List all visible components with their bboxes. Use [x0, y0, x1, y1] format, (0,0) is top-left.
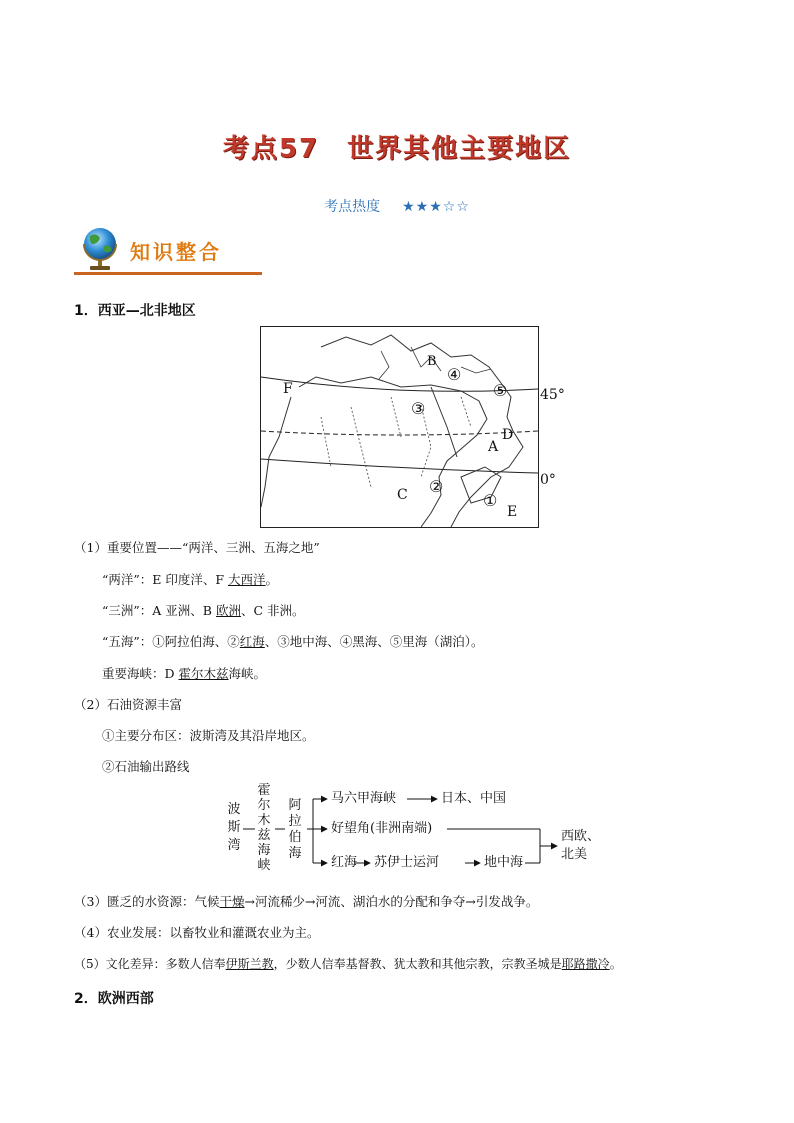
- p2-route-label: ②石油输出路线: [102, 759, 190, 774]
- p1-seas-post: 、③地中海、④黑海、⑤里海（湖泊）。: [264, 634, 484, 649]
- p1-heading: （1）重要位置——“两洋、三洲、五海之地”: [74, 540, 320, 555]
- flow-route1-strait: 马六甲海峡: [331, 791, 397, 806]
- flow-route2-cape: 好望角(非洲南端): [331, 821, 433, 836]
- p1-strait-pre: 重要海峡：D: [102, 666, 179, 681]
- heat-rating: [0, 196, 794, 216]
- flow-sea: [286, 798, 304, 862]
- map-number-5: ⑤: [493, 381, 508, 400]
- p1-oceans-pre: “两洋”：E 印度洋、F: [102, 572, 229, 587]
- map-label-D: D: [502, 427, 514, 443]
- region-map: [260, 326, 539, 528]
- p3-pre: （3）匮乏的水资源：气候: [74, 894, 220, 909]
- map-number-3: ③: [411, 399, 426, 418]
- p5-mid: ，少数人信奉基督教、犹太教和其他宗教，宗教圣城是: [273, 957, 562, 971]
- p5-pre: （5）文化差异：多数人信奉: [74, 957, 226, 971]
- heat-stars: ★★★☆☆: [402, 199, 470, 215]
- flow-origin: [225, 801, 243, 855]
- heat-label: 考点热度: [324, 199, 381, 215]
- p1-strait-post: 海峡。: [228, 666, 267, 681]
- p1-oceans-answer: 大西洋: [228, 572, 266, 587]
- flow-strait-char: 尔: [257, 798, 271, 813]
- section-heading-1: 1．西亚—北非地区: [74, 303, 196, 319]
- section-heading-2: 2．欧洲西部: [74, 991, 154, 1007]
- p1-strait-answer: 霍尔木兹: [178, 666, 229, 681]
- flow-route3-med: 地中海: [484, 855, 524, 870]
- flow-strait-char: 海: [257, 843, 271, 858]
- p3-answer: 干燥: [219, 894, 245, 909]
- p1-oceans: [102, 572, 278, 588]
- flow-origin-char: 波: [227, 802, 241, 817]
- flow-strait-char: 木: [257, 813, 271, 828]
- flow-strait-char: 兹: [257, 828, 271, 843]
- banner-title: 知识整合: [130, 240, 222, 264]
- p1-seas: [102, 634, 484, 650]
- banner-underline: [74, 272, 262, 275]
- p5-answer-religion: 伊斯兰教: [225, 957, 274, 971]
- flow-strait-char: 峡: [257, 858, 271, 873]
- flow-sea-char: 阿: [288, 798, 302, 813]
- p1-continents-pre: “三洲”：A 亚洲、B: [102, 603, 216, 618]
- p5-culture: [74, 956, 622, 972]
- p1-continents-answer: 欧洲: [215, 603, 241, 618]
- map-number-1: ①: [483, 491, 498, 510]
- p1-seas-answer: 红海: [239, 634, 265, 649]
- p3-water: [74, 894, 538, 910]
- p4-agriculture: （4）农业发展：以畜牧业和灌溉农业为主。: [74, 925, 320, 940]
- map-label-B: B: [427, 354, 437, 369]
- flow-dest-1: 西欧、: [561, 829, 601, 844]
- p2-distribution: ①主要分布区：波斯湾及其沿岸地区。: [102, 728, 315, 743]
- p1-seas-pre: “五海”：①阿拉伯海、②: [102, 634, 240, 649]
- map-label-F: F: [283, 381, 293, 397]
- p1-oceans-post: 。: [265, 572, 279, 587]
- oil-route-diagram: [215, 783, 615, 873]
- p5-post: 。: [609, 957, 622, 971]
- flow-route3-red-sea: 红海: [331, 855, 358, 870]
- map-label-A: A: [488, 439, 499, 455]
- flow-sea-char: 伯: [288, 830, 302, 845]
- flow-sea-char: 拉: [288, 814, 302, 829]
- p1-continents-post: 、C 非洲。: [240, 603, 305, 618]
- map-number-2: ②: [429, 477, 444, 496]
- map-label-E: E: [507, 504, 518, 520]
- flow-dest-2: 北美: [561, 847, 588, 862]
- map-label-C: C: [397, 487, 408, 503]
- flow-route3-suez: 苏伊士运河: [374, 855, 440, 870]
- p1-continents: [102, 603, 305, 619]
- map-number-4: ④: [447, 365, 462, 384]
- flow-origin-char: 湾: [227, 838, 241, 853]
- globe-icon: [76, 224, 124, 272]
- page-title: 考点57 世界其他主要地区: [222, 134, 572, 164]
- flow-origin-char: 斯: [227, 820, 241, 835]
- flow-sea-char: 海: [288, 846, 302, 861]
- flow-strait: [255, 783, 273, 873]
- p5-answer-holy-city: 耶路撒冷: [561, 957, 610, 971]
- p1-strait: [102, 666, 266, 682]
- flow-route1-dest: 日本、中国: [441, 791, 507, 806]
- flow-strait-char: 霍: [257, 783, 271, 798]
- lat-45-label: 45°: [540, 387, 565, 403]
- lat-0-label: 0°: [540, 472, 556, 488]
- p3-post: →河流稀少→河流、湖泊水的分配和争夺→引发战争。: [244, 894, 539, 909]
- p2-heading: （2）石油资源丰富: [74, 697, 182, 712]
